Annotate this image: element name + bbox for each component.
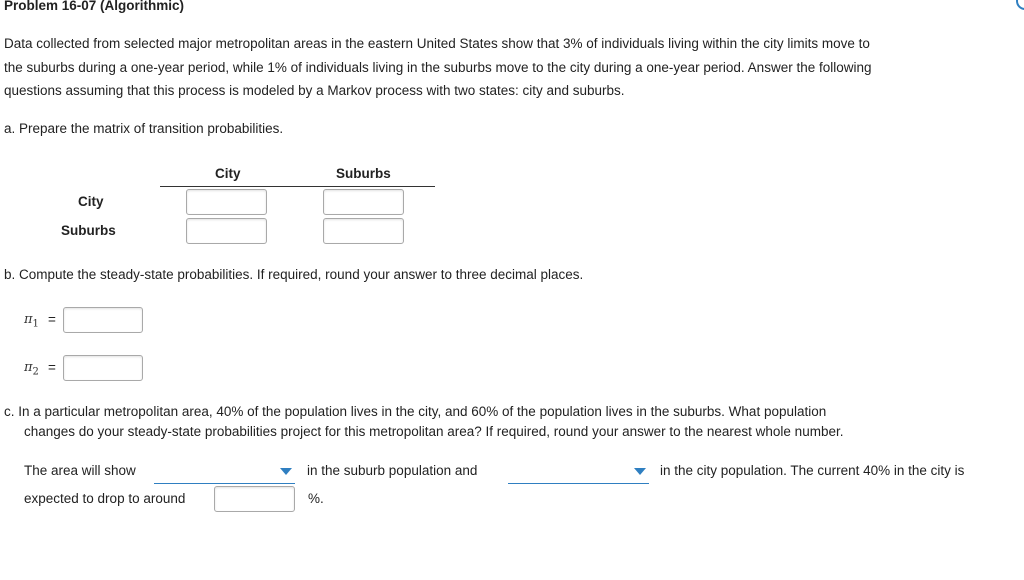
pi2-label: [24, 360, 39, 378]
matrix-col-header-suburbs: Suburbs: [336, 166, 391, 181]
pi2-symbol: π: [24, 360, 33, 375]
matrix-cell-suburbs-suburbs[interactable]: [323, 218, 404, 244]
text-expected-drop: expected to drop to around: [24, 491, 186, 506]
intro-line-2: the suburbs during a one-year period, while 1% of individuals living in the suburbs move to the city during a one-year period. Answer the following: [4, 59, 872, 75]
population-change-dropdown-2[interactable]: [508, 462, 649, 484]
intro-line-1: Data collected from selected major metropolitan areas in the eastern United States show that 3% of individuals living within the city limits move to: [4, 36, 870, 51]
pi2-equals: =: [48, 360, 56, 375]
city-drop-input[interactable]: [214, 486, 295, 512]
chevron-down-icon: [280, 468, 292, 475]
matrix-cell-city-city[interactable]: [186, 189, 267, 215]
part-b-prompt: b. Compute the steady-state probabilities. If required, round your answer to three decimal places.: [4, 267, 584, 282]
matrix-header-rule: [160, 186, 435, 187]
part-c-line-1: c. In a particular metropolitan area, 40% of the population lives in the city, and 60% of the population lives in the suburbs. What population: [4, 404, 827, 419]
intro-line-3: questions assuming that this process is modeled by a Markov process with two states: city and suburbs.: [4, 83, 625, 98]
matrix-col-header-city: City: [215, 166, 241, 181]
problem-intro: [4, 32, 1020, 103]
pi1-label: [24, 312, 39, 330]
matrix-row-header-city: City: [78, 194, 104, 209]
matrix-cell-suburbs-city[interactable]: [186, 218, 267, 244]
problem-title: Problem 16-07 (Algorithmic): [4, 0, 185, 13]
part-c-prompt: [4, 402, 844, 442]
text-percent: %.: [308, 491, 324, 506]
scroll-indicator-icon: [1016, 0, 1024, 10]
pi1-input[interactable]: [63, 307, 143, 333]
pi1-subscript: 1: [32, 318, 39, 330]
text-in-city: in the city population. The current 40% in the city is: [660, 463, 965, 478]
matrix-cell-city-suburbs[interactable]: [323, 189, 404, 215]
population-change-dropdown-1[interactable]: [154, 462, 295, 484]
matrix-row-header-suburbs: Suburbs: [61, 223, 116, 238]
text-in-suburb: in the suburb population and: [307, 463, 478, 478]
pi1-equals: =: [48, 312, 56, 327]
pi2-subscript: 2: [32, 366, 39, 378]
part-a-prompt: a. Prepare the matrix of transition probabilities.: [4, 121, 284, 136]
chevron-down-icon: [634, 468, 646, 475]
part-c-line-2: changes do your steady-state probabilities project for this metropolitan area? If required, round your answer to the nearest whole number.: [24, 424, 844, 439]
pi2-input[interactable]: [63, 355, 143, 381]
pi1-symbol: π: [24, 312, 33, 327]
text-area-will-show: The area will show: [24, 463, 136, 478]
